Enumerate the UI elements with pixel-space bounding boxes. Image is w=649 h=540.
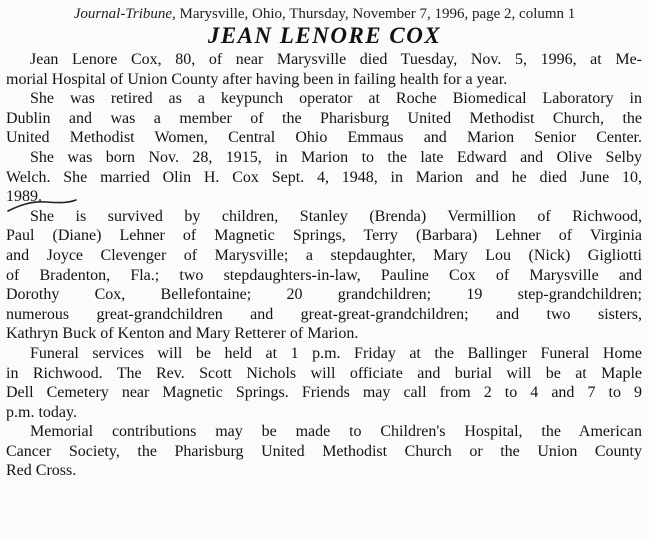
text-line: Memorial contributions may be made to Children's Hospital, the American — [30, 423, 642, 441]
text-line: Jean Lenore Cox, 80, of near Marysville died Tuesday, Nov. 5, 1996, at Me- — [30, 51, 642, 68]
text-line: in Richwood. The Rev. Scott Nichols will officiate and burial will be at Maple — [6, 364, 642, 382]
paragraph-death-notice — [6, 50, 642, 89]
paragraph-career — [6, 89, 642, 148]
paragraph-birth-marriage — [6, 148, 642, 207]
paragraph-funeral-services — [6, 344, 642, 422]
paragraph-memorial-contributions — [6, 422, 642, 481]
paragraph-survivors — [6, 207, 642, 344]
publication-name: Journal-Tribune — [73, 6, 173, 22]
citation-details: , Marysville, Ohio, Thursday, November 7, 1996, page 2, column 1 — [172, 6, 576, 22]
obituary-headline: JEAN LENORE COX — [207, 23, 442, 48]
text-line: 1989. — [6, 188, 42, 206]
text-line: morial Hospital of Union County after having been in failing health for a year. — [6, 70, 508, 88]
text-line: Paul (Diane) Lehner of Magnetic Springs, Terry (Barbara) Lehner of Virginia — [6, 227, 642, 245]
text-line: She is survived by children, Stanley (Brenda) Vermillion of Richwood, — [30, 207, 642, 225]
text-line: p.m. today. — [6, 403, 77, 421]
text-line: Welch. She married Olin H. Cox Sept. 4, 1948, in Marion and he died June 10, — [6, 168, 642, 186]
text-line: She was born Nov. 28, 1915, in Marion to the late Edward and Olive Selby — [30, 148, 642, 166]
text-line: Cancer Society, the Pharisburg United Methodist Church or the Union County — [6, 442, 642, 460]
text-line: numerous great-grandchildren and great-great-grandchildren; and two sisters, — [6, 305, 642, 323]
text-line: Dell Cemetery near Magnetic Springs. Friends may call from 2 to 4 and 7 to 9 — [6, 384, 642, 402]
text-line: Funeral services will be held at 1 p.m. Friday at the Ballinger Funeral Home — [30, 344, 642, 362]
text-line: Dublin and was a member of the Pharisburg United Methodist Church, the — [6, 109, 642, 127]
text-line: Red Cross. — [6, 462, 77, 480]
text-line: and Joyce Clevenger of Marysville; a stepdaughter, Mary Lou (Nick) Gigliotti — [6, 246, 642, 264]
obituary-body — [6, 50, 642, 481]
citation-line — [0, 6, 649, 23]
text-line: She was retired as a keypunch operator at Roche Biomedical Laboratory in — [30, 90, 642, 108]
text-line: United Methodist Women, Central Ohio Emmaus and Marion Senior Center. — [6, 129, 642, 147]
text-line: Kathryn Buck of Kenton and Mary Retterer of Marion. — [6, 325, 359, 343]
text-line: Dorothy Cox, Bellefontaine; 20 grandchildren; 19 step-grandchildren; — [6, 286, 642, 304]
text-line: of Bradenton, Fla.; two stepdaughters-in-law, Pauline Cox of Marysville and — [6, 266, 642, 284]
